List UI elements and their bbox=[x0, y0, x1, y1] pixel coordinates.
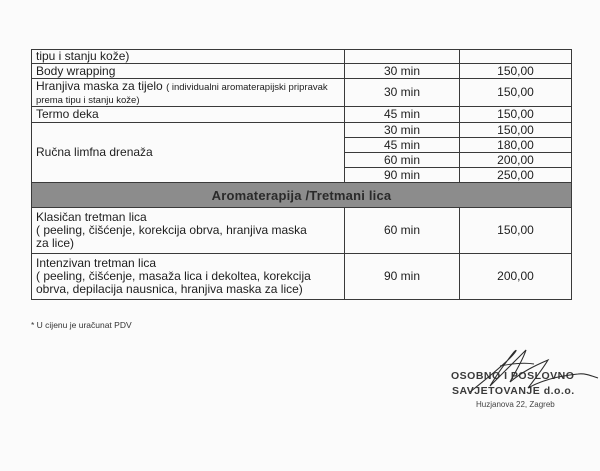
price-cell: 150,00 bbox=[460, 107, 572, 123]
stamp-line: OSOBNO I POSLOVNO bbox=[451, 370, 575, 382]
price-cell: 180,00 bbox=[460, 138, 572, 153]
duration-cell: 60 min bbox=[345, 208, 460, 254]
service-line: ( peeling, čišćenje, masaža lica i dekoltea, korekcija bbox=[36, 269, 311, 283]
price-table bbox=[31, 49, 572, 300]
duration-cell: 30 min bbox=[345, 79, 460, 107]
company-stamp bbox=[430, 340, 600, 430]
price-cell: 150,00 bbox=[460, 64, 572, 79]
service-line: za lice) bbox=[36, 236, 75, 250]
service-line: obrva, depilacija nausnica, hranjiva maska za lice) bbox=[36, 282, 303, 296]
service-description: tipu i stanju kože) bbox=[32, 50, 345, 64]
table-row bbox=[32, 208, 572, 254]
service-line: Klasičan tretman lica bbox=[36, 210, 147, 224]
service-description bbox=[32, 208, 345, 254]
stamp-address: Huzjanova 22, Zagreb bbox=[476, 400, 555, 409]
price-cell bbox=[460, 50, 572, 64]
price-cell: 150,00 bbox=[460, 123, 572, 138]
service-line: Intenzivan tretman lica bbox=[36, 256, 157, 270]
price-cell: 150,00 bbox=[460, 79, 572, 107]
table-row bbox=[32, 50, 572, 64]
duration-cell bbox=[345, 50, 460, 64]
service-note: ( individualni aromaterapijski pripravak prema tipu i stanju kože) bbox=[36, 81, 328, 106]
duration-cell: 45 min bbox=[345, 107, 460, 123]
price-cell: 200,00 bbox=[460, 254, 572, 300]
stamp-line: SAVJETOVANJE d.o.o. bbox=[452, 385, 575, 397]
service-description bbox=[32, 79, 345, 107]
duration-cell: 90 min bbox=[345, 254, 460, 300]
service-name: Hranjiva maska za tijelo bbox=[36, 78, 163, 93]
price-cell: 250,00 bbox=[460, 168, 572, 183]
service-description: Ručna limfna drenaža bbox=[32, 123, 345, 183]
duration-cell: 90 min bbox=[345, 168, 460, 183]
price-cell: 200,00 bbox=[460, 153, 572, 168]
service-line: ( peeling, čišćenje, korekcija obrva, hranjiva maska bbox=[36, 223, 307, 237]
table-row bbox=[32, 79, 572, 107]
duration-cell: 60 min bbox=[345, 153, 460, 168]
duration-cell: 30 min bbox=[345, 123, 460, 138]
table-row bbox=[32, 64, 572, 79]
table-row bbox=[32, 107, 572, 123]
footnote: * U cijenu je uračunat PDV bbox=[31, 320, 132, 330]
service-description: Body wrapping bbox=[32, 64, 345, 79]
price-cell: 150,00 bbox=[460, 208, 572, 254]
section-title: Aromaterapija /Tretmani lica bbox=[32, 183, 572, 208]
section-header-row bbox=[32, 183, 572, 208]
table-row bbox=[32, 123, 572, 138]
service-description bbox=[32, 254, 345, 300]
signature bbox=[430, 340, 600, 430]
duration-cell: 30 min bbox=[345, 64, 460, 79]
service-description: Termo deka bbox=[32, 107, 345, 123]
duration-cell: 45 min bbox=[345, 138, 460, 153]
table-row bbox=[32, 254, 572, 300]
